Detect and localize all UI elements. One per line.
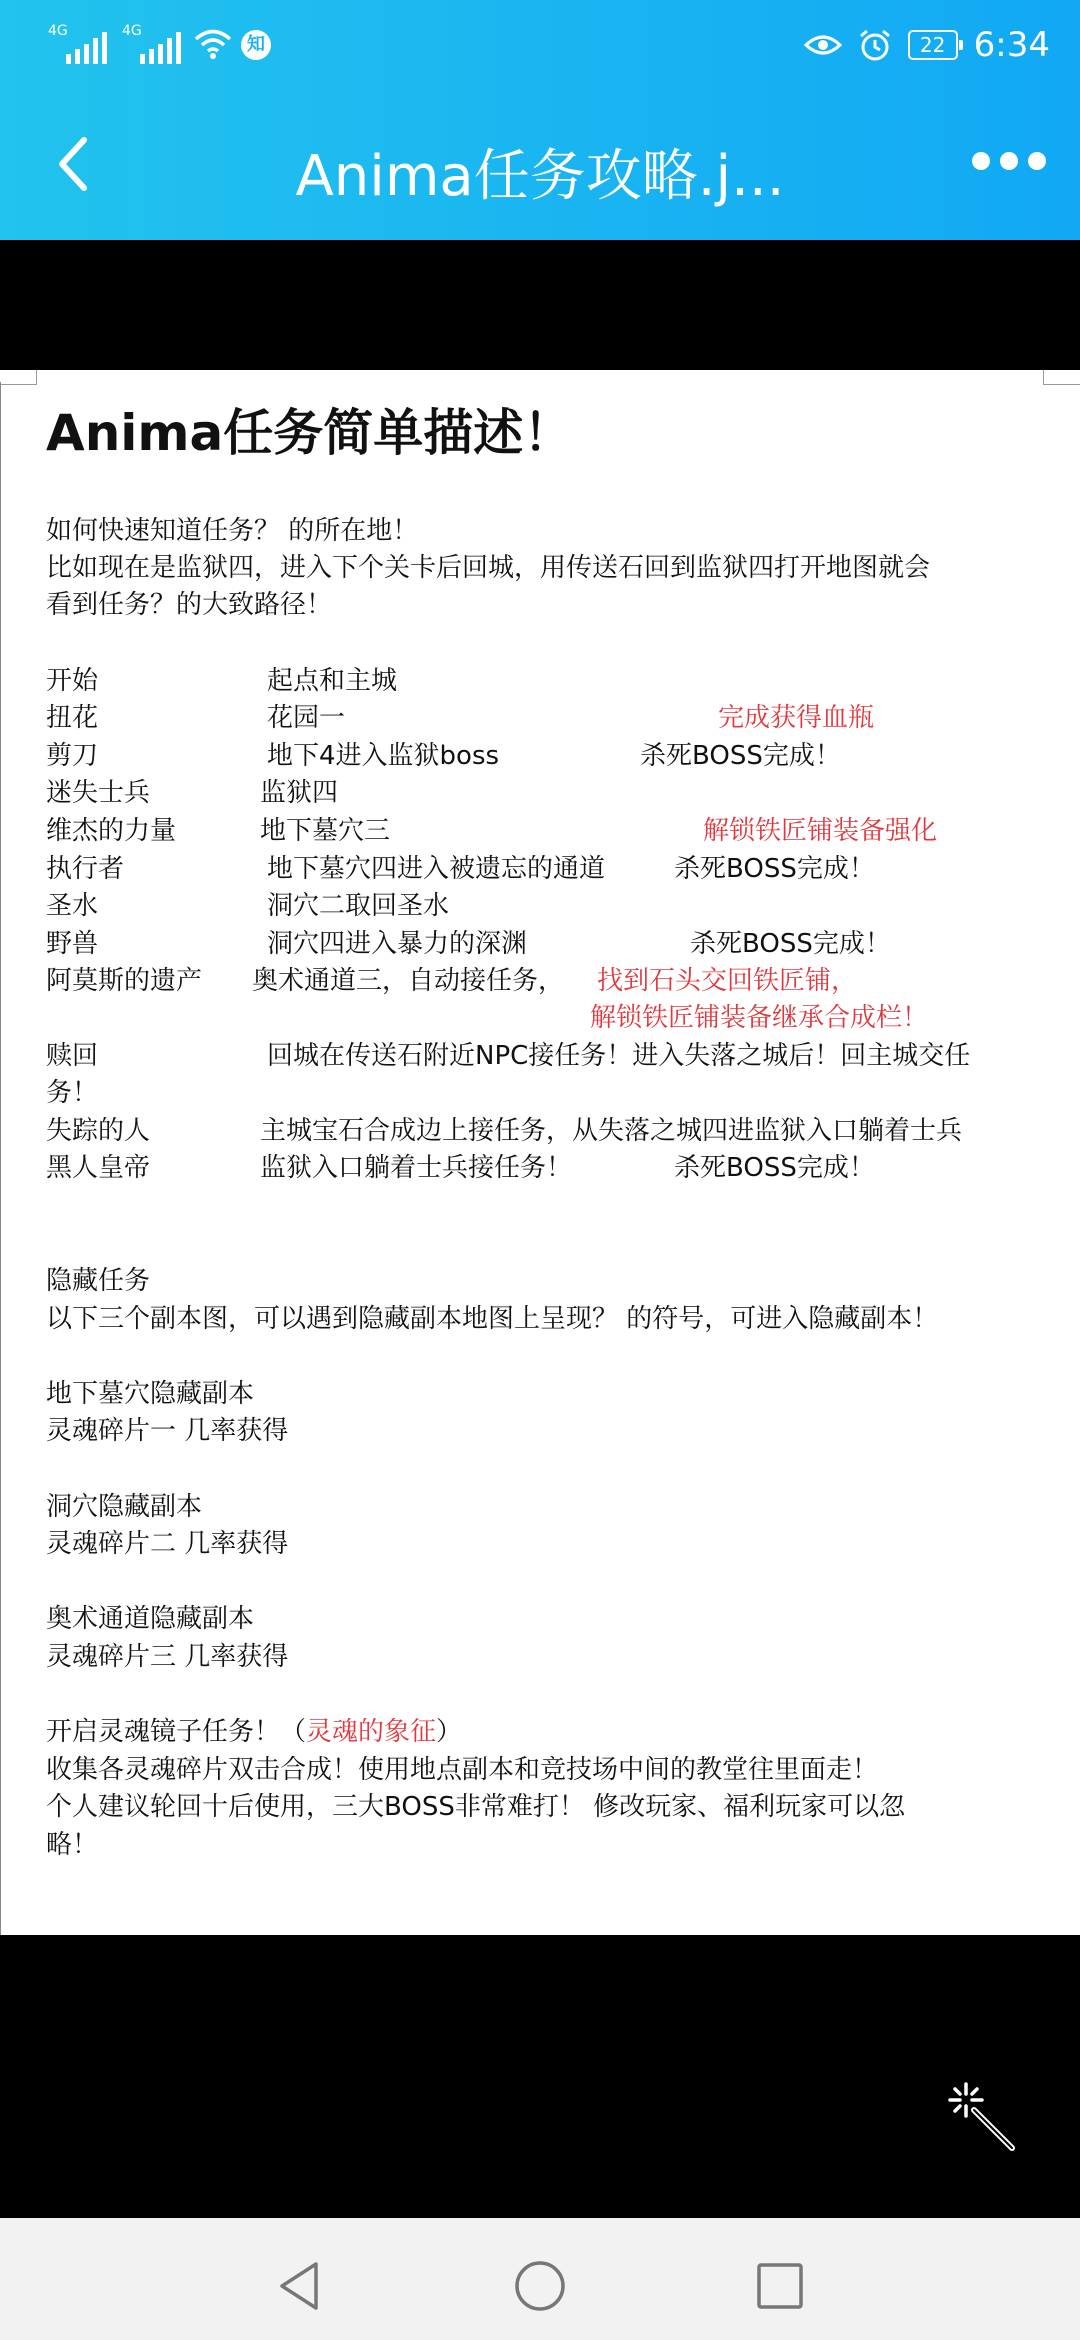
quest-note: 杀死BOSS完成！ <box>674 854 875 884</box>
mirror-quest-line: 个人建议轮回十后使用，三大BOSS非常难打！ 修改玩家、福利玩家可以忽 <box>46 1792 906 1822</box>
quest-desc: 洞穴四进入暴力的深渊 <box>267 929 528 959</box>
quest-name: 阿莫斯的遗产 <box>46 966 203 996</box>
quest-desc: 务！ <box>46 1078 99 1108</box>
signal-1-icon <box>48 24 107 64</box>
mirror-quest-line: 收集各灵魂碎片双击合成！使用地点副本和竞技场中间的教堂往里面走！ <box>46 1755 879 1785</box>
quest-name: 开始 <box>46 666 99 696</box>
nav-home-icon[interactable] <box>512 2258 568 2314</box>
hidden-desc: 以下三个副本图，可以遇到隐藏副本地图上呈现？ 的符号，可进入隐藏副本！ <box>46 1304 939 1334</box>
quest-name: 失踪的人 <box>46 1116 151 1146</box>
nav-recents-icon[interactable] <box>752 2258 808 2314</box>
intro-line: 比如现在是监狱四，进入下个关卡后回城，用传送石回到监狱四打开地图就会 <box>46 553 931 583</box>
app-header <box>0 0 1080 240</box>
intro-line: 看到任务？的大致路径！ <box>46 590 333 620</box>
hidden-heading: 隐藏任务 <box>46 1266 151 1296</box>
quest-name: 圣水 <box>46 891 99 921</box>
quest-desc: 地下墓穴四进入被遗忘的通道 <box>267 854 606 884</box>
quest-name: 黑人皇帝 <box>46 1153 151 1183</box>
quest-name: 执行者 <box>46 854 125 884</box>
document-page[interactable] <box>0 370 1080 1935</box>
quest-name: 野兽 <box>46 929 99 959</box>
quest-desc: 花园一 <box>267 703 346 733</box>
dungeon-reward: 灵魂碎片三 几率获得 <box>46 1642 289 1672</box>
nav-back-icon[interactable] <box>272 2258 328 2314</box>
dungeon-name: 奥术通道隐藏副本 <box>46 1604 255 1634</box>
battery-icon: 22 <box>908 30 958 60</box>
quest-note: 杀死BOSS完成！ <box>640 741 841 771</box>
quest-name: 维杰的力量 <box>46 816 177 846</box>
quest-desc: 奥术通道三，自动接任务， <box>252 966 565 996</box>
dungeon-reward: 灵魂碎片一 几率获得 <box>46 1416 289 1446</box>
quest-note: 解锁铁匠铺装备强化 <box>703 816 938 846</box>
document-title: Anima任务攻略.j... <box>295 144 785 209</box>
quest-desc: 地下4进入监狱boss <box>267 741 500 771</box>
page-edge <box>0 382 1 1935</box>
quest-name: 扭花 <box>46 703 99 733</box>
crop-mark-left <box>0 370 37 385</box>
zhihu-notification-icon: 知 <box>241 30 271 60</box>
quest-name: 迷失士兵 <box>46 778 151 808</box>
quest-note: 完成获得血瓶 <box>718 703 875 733</box>
quest-name: 剪刀 <box>46 741 99 771</box>
signal-2-icon <box>122 24 181 64</box>
clock: 6:34 <box>973 25 1050 65</box>
intro-line: 如何快速知道任务？ 的所在地！ <box>46 516 419 546</box>
quest-note: 杀死BOSS完成！ <box>690 929 891 959</box>
back-arrow-icon[interactable] <box>48 134 108 194</box>
dungeon-name: 地下墓穴隐藏副本 <box>46 1379 255 1409</box>
mirror-quest-line: 略！ <box>46 1830 99 1860</box>
quest-desc: 回城在传送石附近NPC接任务！进入失落之城后！回主城交任 <box>267 1041 971 1071</box>
quest-desc: 主城宝石合成边上接任务，从失落之城四进监狱入口躺着士兵 <box>260 1116 963 1146</box>
title-bar <box>0 110 1080 220</box>
crop-mark-right <box>1043 370 1080 385</box>
quest-desc: 洞穴二取回圣水 <box>267 891 450 921</box>
quest-desc: 监狱四 <box>260 778 339 808</box>
more-options-icon[interactable] <box>972 152 1046 170</box>
quest-name: 赎回 <box>46 1041 99 1071</box>
quest-desc: 起点和主城 <box>267 666 398 696</box>
mirror-quest-line: 开启灵魂镜子任务！（灵魂的象征） <box>46 1717 463 1747</box>
quest-desc: 监狱入口躺着士兵接任务！ <box>260 1153 573 1183</box>
doc-heading: Anima任务简单描述！ <box>46 404 574 462</box>
quest-note: 杀死BOSS完成！ <box>674 1153 875 1183</box>
status-bar <box>0 0 1080 90</box>
wifi-icon <box>194 28 232 60</box>
system-navigation-bar <box>0 2218 1080 2340</box>
network-type-label: 4G <box>122 23 142 39</box>
alarm-icon <box>858 28 892 62</box>
quest-note: 找到石头交回铁匠铺， <box>597 966 858 996</box>
magic-wand-icon[interactable] <box>944 2078 1024 2158</box>
network-type-label: 4G <box>48 23 68 39</box>
dungeon-name: 洞穴隐藏副本 <box>46 1492 203 1522</box>
eye-comfort-icon <box>804 31 842 59</box>
dungeon-reward: 灵魂碎片二 几率获得 <box>46 1529 289 1559</box>
quest-note: 解锁铁匠铺装备继承合成栏！ <box>590 1003 929 1033</box>
quest-desc: 地下墓穴三 <box>260 816 391 846</box>
